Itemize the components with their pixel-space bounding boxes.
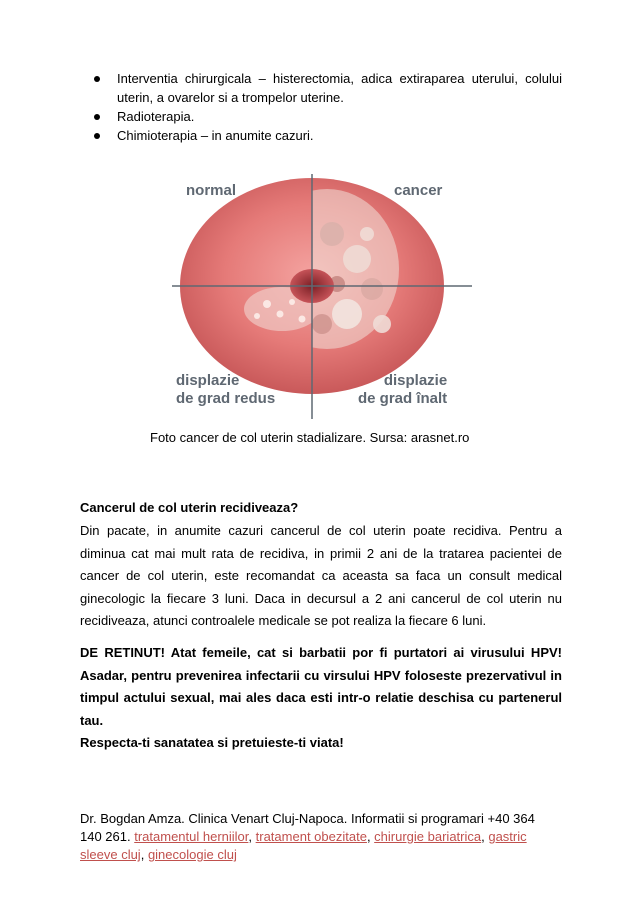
label-normal: normal xyxy=(186,182,237,199)
bullet-icon xyxy=(94,133,100,139)
footer: Dr. Bogdan Amza. Clinica Venart Cluj-Napoca. Informatii si programari +40 364 140 261. tratamentul herniilor, tratament obezitate, chirurgie bariatrica, gastric sleeve cluj, ginecologie cluj xyxy=(80,811,535,862)
cervix-staging-figure xyxy=(172,174,472,419)
list-item: Radioterapia. xyxy=(80,107,562,126)
bullet-icon xyxy=(94,76,100,82)
list-item: Interventia chirurgicala – histerectomia, adica extiraparea uterului, colului uterin, a ovarelor si a trompelor uterine. xyxy=(80,69,562,107)
treatment-list xyxy=(80,69,562,145)
link-obesity-treatment[interactable]: tratament obezitate xyxy=(255,829,367,844)
label-low-grade: displazie de grad redus xyxy=(176,372,276,407)
label-high-grade: displazie de grad înalt xyxy=(358,372,448,407)
list-item: Chimioterapia – in anumite cazuri. xyxy=(80,126,562,145)
bullet-icon xyxy=(94,114,100,120)
figure-caption: Foto cancer de col uterin stadializare. Sursa: arasnet.ro xyxy=(150,430,470,445)
link-gynecology[interactable]: ginecologie cluj xyxy=(147,847,237,862)
section-heading: Cancerul de col uterin recidiveaza? xyxy=(80,500,299,515)
closing-line: Respecta-ti sanatatea si pretuieste-ti viata! xyxy=(80,735,344,750)
link-gastric-sleeve[interactable]: gastric sleeve cluj xyxy=(80,829,527,862)
link-hernia-treatment[interactable]: tratamentul herniilor xyxy=(134,829,249,844)
hpv-warning: DE RETINUT! Atat femeile, cat si barbatii por fi purtatori ai virusului HPV! Asadar, pentru prevenirea infectarii cu virsului HPV foloseste prezervativul in timpul actului sexual, mai ales daca esti intr-o relatie deschisa cu partenerul tau. xyxy=(80,645,562,728)
recurrence-paragraph: Din pacate, in anumite cazuri cancerul de col uterin poate recidiva. Pentru a diminua cat mai mult rata de recidiva, in primii 2 ani de la tratarea pacientei de cancer de col uterin, este recomandat ca aceasta sa faca un consult medical ginecologic la fiecare 3 luni. Daca in decursul a 2 ani cancerul de col uterin nu recidiveaza, atunci controalele medicale se pot realiza la fiecare 6 luni. xyxy=(80,523,562,629)
link-bariatric-surgery[interactable]: chirurgie bariatrica xyxy=(374,829,482,844)
label-cancer: cancer xyxy=(394,182,443,199)
